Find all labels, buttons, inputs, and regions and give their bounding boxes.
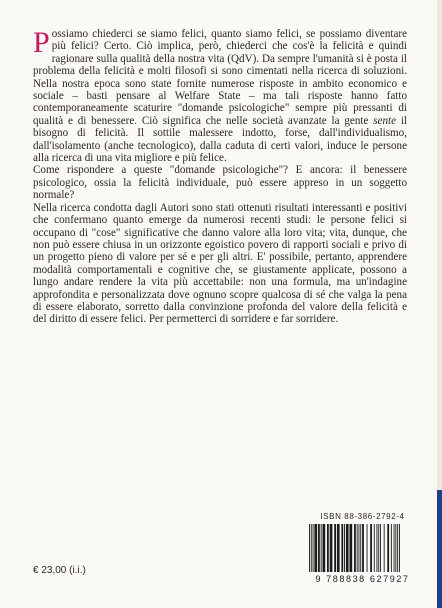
barcode-bar bbox=[378, 524, 379, 572]
paragraph-1-text: ossiamo chiederci se siamo felici, quanto siamo felici, se possiamo diventare più felici? Certo. Ciò implica, però, chiederci che cos'è la felicità e quindi ragionare sulla qualità della nostra vita (QdV). Da sempre l'umanità si è posta il problema della felicità e molti filosofi si sono cimentati nella ricerca di soluzioni. Nella nostra epoca sono state fornite numerose risposte in ambito economico e sociale – basti pensare al Welfare State – ma tali risposte hanno fatto contemporaneamente scaturire "domande psicologiche" sempre più pressanti di qualità e di benessere. Ciò significa che nelle società avanzate la gente bbox=[33, 28, 407, 127]
barcode-bar bbox=[374, 524, 375, 572]
barcode-bar bbox=[350, 524, 353, 572]
barcode-bar bbox=[346, 524, 349, 572]
barcode-bar bbox=[384, 524, 385, 572]
barcode-bar bbox=[321, 524, 322, 572]
paragraph-2: Come rispondere a queste "domande psicologiche"? E ancora: il benessere psicologico, ossia la felicità individuale, può essere appreso in un soggetto normale? bbox=[33, 164, 407, 202]
barcode-bar bbox=[377, 524, 378, 572]
barcode-bar bbox=[313, 524, 314, 572]
barcode-bar bbox=[334, 524, 336, 572]
barcode-bar bbox=[394, 524, 395, 572]
barcode-bar bbox=[399, 524, 400, 572]
barcode-bar bbox=[311, 524, 312, 572]
barcode-icon bbox=[305, 524, 420, 574]
spine-edge bbox=[437, 0, 442, 608]
barcode-bar bbox=[344, 524, 345, 572]
isbn-digits: 9 788838 627927 bbox=[315, 574, 410, 584]
barcode-bar bbox=[354, 524, 356, 572]
barcode-bar bbox=[337, 524, 340, 572]
barcode-bar bbox=[362, 524, 364, 572]
paragraph-1 bbox=[33, 28, 407, 164]
paragraph-3: Nella ricerca condotta dagli Autori sono stati ottenuti risultati interessanti e positivi che confermano quanto emerge da numerosi recenti studi: le persone felici si occupano di "cose" significative che danno valore alla loro vita; vita, dunque, che non può essere chiusa in un orizzonte egoistico povero di rapporti sociali e privo di un progetto pieno di valore per sé e per gli altri. E' possibile, pertanto, apprendere modalità comportamentali e cognitive che, se giustamente applicate, possono a lungo andare rendere la vita più accettabile: non una formula, ma un'indagine approfondita e personalizzata dove ognuno scopre qualcosa di sé che valga la pena di essere elaborato, sorretto dalla convinzione profonda del valore della felicità e del diritto di essere felici. Per permetterci di sorridere e far sorridere. bbox=[33, 201, 407, 326]
drop-cap: P bbox=[33, 26, 50, 59]
barcode-bar bbox=[318, 524, 320, 572]
price-label: € 23,00 (i.i.) bbox=[33, 565, 86, 576]
barcode-bar bbox=[327, 524, 329, 572]
isbn-label: ISBN 88-386-2792-4 bbox=[320, 512, 405, 521]
paragraph-1-end: il bisogno di felicità. Il sottile malessere indotto, forse, dall'individualismo, dall'isolamento (anche tecnologico), dalla caduta di certi valori, induce le persone alla ricerca di una vita migliore e più felice. bbox=[33, 114, 407, 165]
blurb-text bbox=[33, 28, 407, 326]
barcode-bar bbox=[367, 524, 368, 572]
barcode-bar bbox=[359, 524, 360, 572]
barcode-bar bbox=[323, 524, 326, 572]
barcode-block bbox=[305, 512, 420, 592]
barcode-bar bbox=[395, 524, 396, 572]
barcode-bar bbox=[360, 524, 361, 572]
spine-blue-band bbox=[437, 490, 442, 608]
paragraph-1-italic: sente bbox=[373, 114, 396, 127]
barcode-bar bbox=[309, 524, 310, 572]
barcode-bar bbox=[314, 524, 317, 572]
barcode-bar bbox=[380, 524, 381, 572]
barcode-bar bbox=[330, 524, 333, 572]
barcode-bar bbox=[387, 524, 389, 572]
barcode-bar bbox=[341, 524, 343, 572]
barcode-bar bbox=[391, 524, 392, 572]
barcode-bar bbox=[357, 524, 358, 572]
barcode-bar bbox=[370, 524, 372, 572]
barcode-bar bbox=[397, 524, 398, 572]
